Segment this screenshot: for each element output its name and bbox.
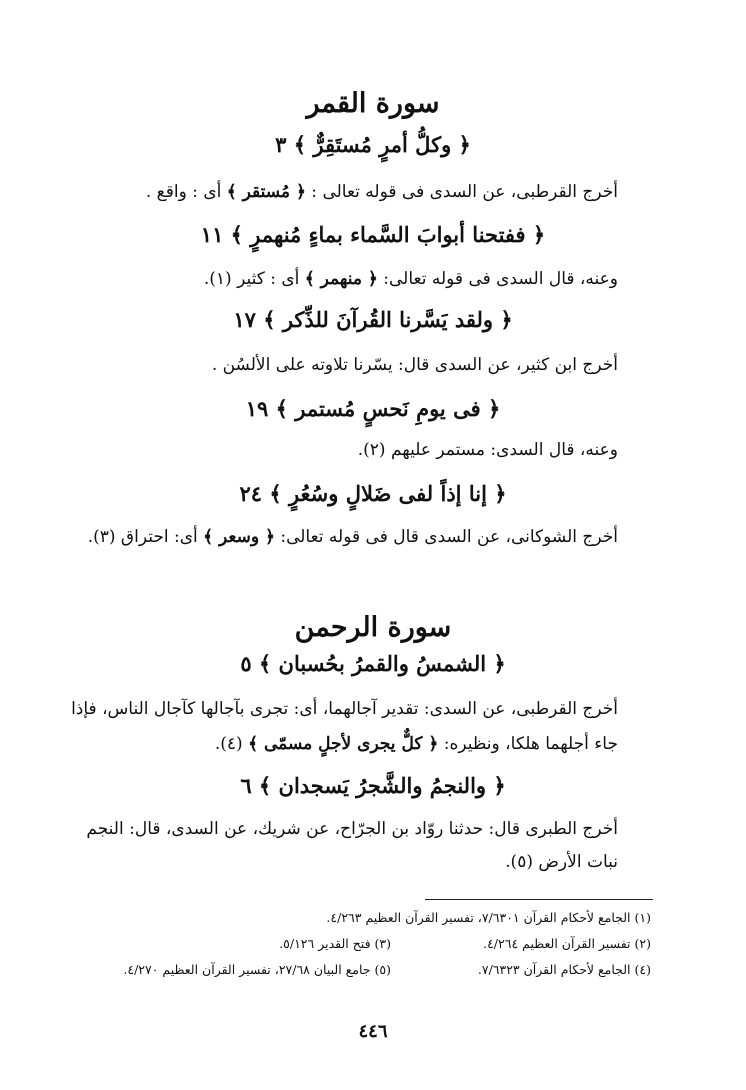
- verse-heading: ﴿ الشمسُ والقمرُ بحُسبان ﴾ ٥: [240, 651, 506, 676]
- verse-heading: ﴿ ففتحنا أبوابَ السَّماء بماءٍ مُنهمرٍ ﴾ ١١: [200, 222, 546, 247]
- page-number: ٤٤٦: [358, 1021, 388, 1042]
- quoted-verse: ﴿ كلٌّ يجرى لأجلٍ مسمّى ﴾: [248, 734, 439, 754]
- verse-heading: ﴿ إنا إذاً لفى ضَلالٍ وسُعُرٍ ﴾ ٢٤: [239, 481, 507, 506]
- footnote: (٣) فتح القدير ٥/١٢٦.: [279, 936, 391, 951]
- commentary-line: وعنه، قال السدى فى قوله تعالى: ﴿ منهمر ﴾ أى : كثير (١).: [203, 269, 618, 289]
- commentary-line: جاء أجلهما هلكا، ونظيره: ﴿ كلٌّ يجرى لأجلٍ مسمّى ﴾ (٤).: [214, 734, 618, 754]
- footnote: (١) الجامع لأحكام القرآن ٧/٦٣٠١، تفسير القرآن العظيم ٤/٢٦٣.: [326, 910, 651, 925]
- commentary-line: أخرج القرطبى، عن السدى فى قوله تعالى : ﴿ مُستقر ﴾ أى : واقع .: [145, 182, 618, 202]
- commentary-line: أخرج ابن كثير، عن السدى قال: يسّرنا تلاوته على الألسُن .: [211, 355, 618, 375]
- quoted-word: ﴿ وسعر ﴾: [203, 527, 275, 547]
- verse-heading: ﴿ وكلُّ أمرٍ مُستَقِرٌّ ﴾ ٣: [275, 132, 471, 157]
- surah-title: سورة الرحمن: [294, 612, 452, 643]
- footnote-divider: [425, 899, 653, 900]
- footnote: (٤) الجامع لأحكام القرآن ٧/٦٣٢٣.: [477, 962, 651, 977]
- verse-heading: ﴿ ولقد يَسَّرنا القُرآنَ للذِّكر ﴾ ١٧: [233, 307, 513, 332]
- commentary-line: أخرج القرطبى، عن السدى: تقدير آجالهما، أى: تجرى بآجالها كآجال الناس، فإذا: [71, 699, 618, 719]
- verse-heading: ﴿ فى يومِ نَحسٍ مُستمر ﴾ ١٩: [245, 396, 501, 421]
- surah-title: سورة القمر: [306, 88, 440, 119]
- quoted-word: ﴿ منهمر ﴾: [304, 269, 378, 289]
- quoted-word: ﴿ مُستقر ﴾: [226, 182, 306, 202]
- footnote: (٥) جامع البيان ٢٧/٦٨، تفسير القرآن العظيم ٤/٢٧٠.: [123, 962, 391, 977]
- commentary-line: أخرج الشوكانى، عن السدى قال فى قوله تعالى: ﴿ وسعر ﴾ أى: احتراق (٣).: [87, 527, 618, 547]
- commentary-line: نبات الأرض (٥).: [505, 852, 618, 872]
- commentary-line: وعنه، قال السدى: مستمر عليهم (٢).: [357, 440, 618, 460]
- verse-heading: ﴿ والنجمُ والشَّجرُ يَسجدان ﴾ ٦: [240, 773, 506, 798]
- commentary-line: أخرج الطبرى قال: حدثنا روّاد بن الجرّاح، عن شريك، عن السدى، قال: النجم: [86, 819, 618, 839]
- footnote: (٢) تفسير القرآن العظيم ٤/٢٦٤.: [483, 936, 651, 951]
